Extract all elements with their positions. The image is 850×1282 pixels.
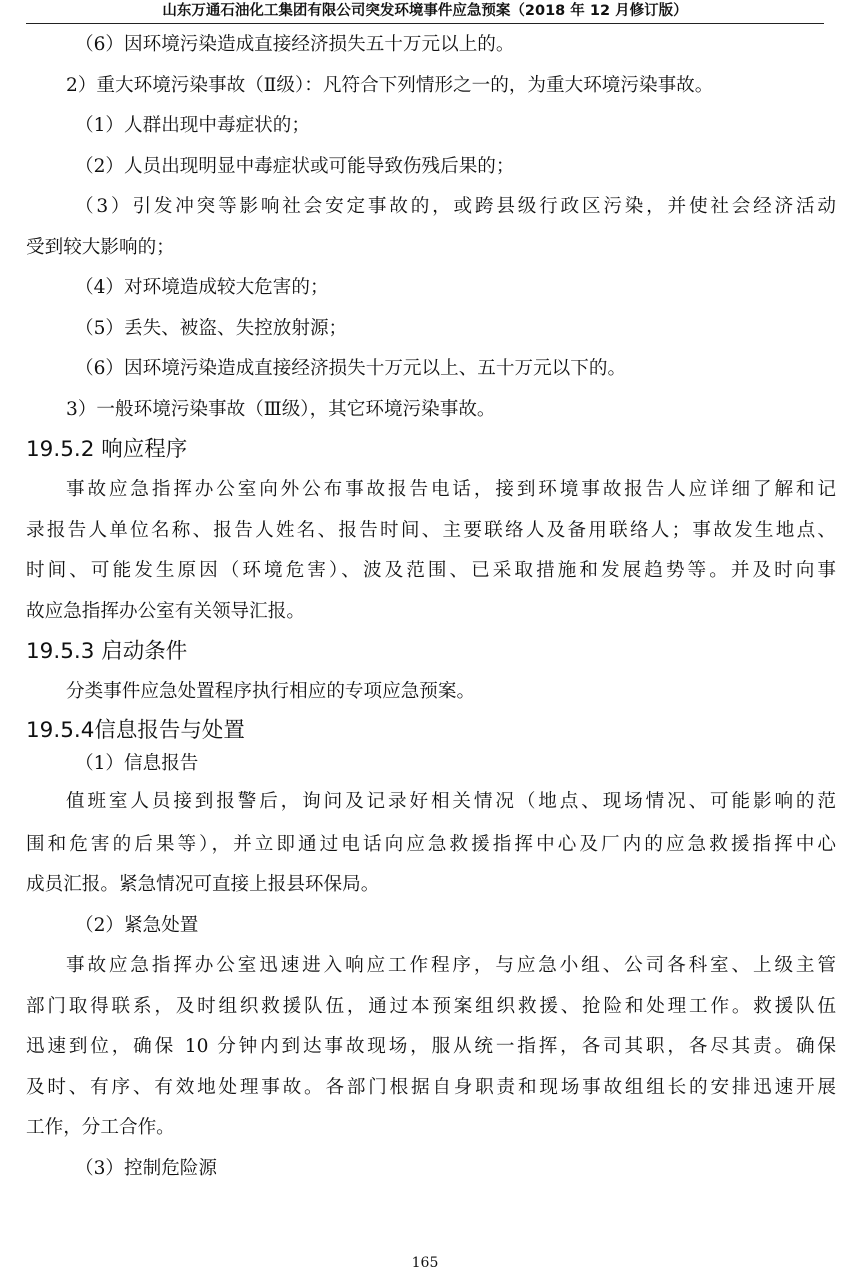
text-line: （6）因环境污染造成直接经济损失十万元以上、五十万元以下的。 [75,358,627,379]
page-header: 山东万通石油化工集团有限公司突发环境事件应急预案（2018 年 12 月修订版） [162,3,688,19]
subsection-label: （2）紧急处置 [75,914,199,936]
text-line: 2）重大环境污染事故（Ⅱ级）：凡符合下列情形之一的，为重大环境污染事故。 [66,74,714,96]
text-line: 值班室人员接到报警后，询问及记录好相关情况（地点、现场情况、可能影响的范 [66,790,836,812]
text-line: 迅速到位，确保 10 分钟内到达事故现场，服从统一指挥，各司其职，各尽其责。确保 [26,1036,836,1057]
text-line: （5）丢失、被盗、失控放射源； [75,317,348,339]
text-line: 事故应急指挥办公室向外公布事故报告电话，接到环境事故报告人应详细了解和记 [66,479,836,500]
section-heading: 19.5.4信息报告与处置 [26,717,245,743]
text-line: 部门取得联系，及时组织救援队伍，通过本预案组织救援、抢险和处理工作。救援队伍 [26,995,836,1017]
subsection-label: （3）控制危险源 [75,1157,217,1179]
text-line: 时间、可能发生原因（环境危害）、波及范围、已采取措施和发展趋势等。并及时向事 [26,560,836,581]
subsection-label: （1）信息报告 [75,752,199,774]
text-line: （2）人员出现明显中毒症状或可能导致伤残后果的； [75,155,515,177]
page-number: 165 [411,1255,439,1271]
text-line: 及时、有序、有效地处理事故。各部门根据自身职责和现场事故组组长的安排迅速开展 [26,1076,836,1098]
text-line: 事故应急指挥办公室迅速进入响应工作程序，与应急小组、公司各科室、上级主管 [66,955,836,976]
text-line: 围和危害的后果等），并立即通过电话向应急救援指挥中心及厂内的应急救援指挥中心 [26,833,836,855]
text-line: （6）因环境污染造成直接经济损失五十万元以上的。 [75,34,515,55]
document-body [26,25,836,1189]
text-line: 3）一般环境污染事故（Ⅲ级），其它环境污染事故。 [66,398,496,420]
text-line: （3）引发冲突等影响社会安定事故的，或跨县级行政区污染，并使社会经济活动 [75,196,836,217]
header-rule [26,23,824,24]
text-line: （1）人群出现中毒症状的； [75,115,310,136]
text-line: 故应急指挥办公室有关领导汇报。 [26,600,305,622]
section-heading: 19.5.3 启动条件 [26,639,188,664]
text-line: 成员汇报。紧急情况可直接上报县环保局。 [26,874,380,895]
text-line: 分类事件应急处置程序执行相应的专项应急预案。 [66,681,476,702]
text-line: （4）对环境造成较大危害的； [75,277,329,298]
section-heading: 19.5.2 响应程序 [26,437,188,462]
text-line: 受到较大影响的； [26,236,175,258]
text-line: 录报告人单位名称、报告人姓名、报告时间、主要联络人及备用联络人；事故发生地点、 [26,519,836,541]
text-line: 工作，分工合作。 [26,1117,175,1138]
